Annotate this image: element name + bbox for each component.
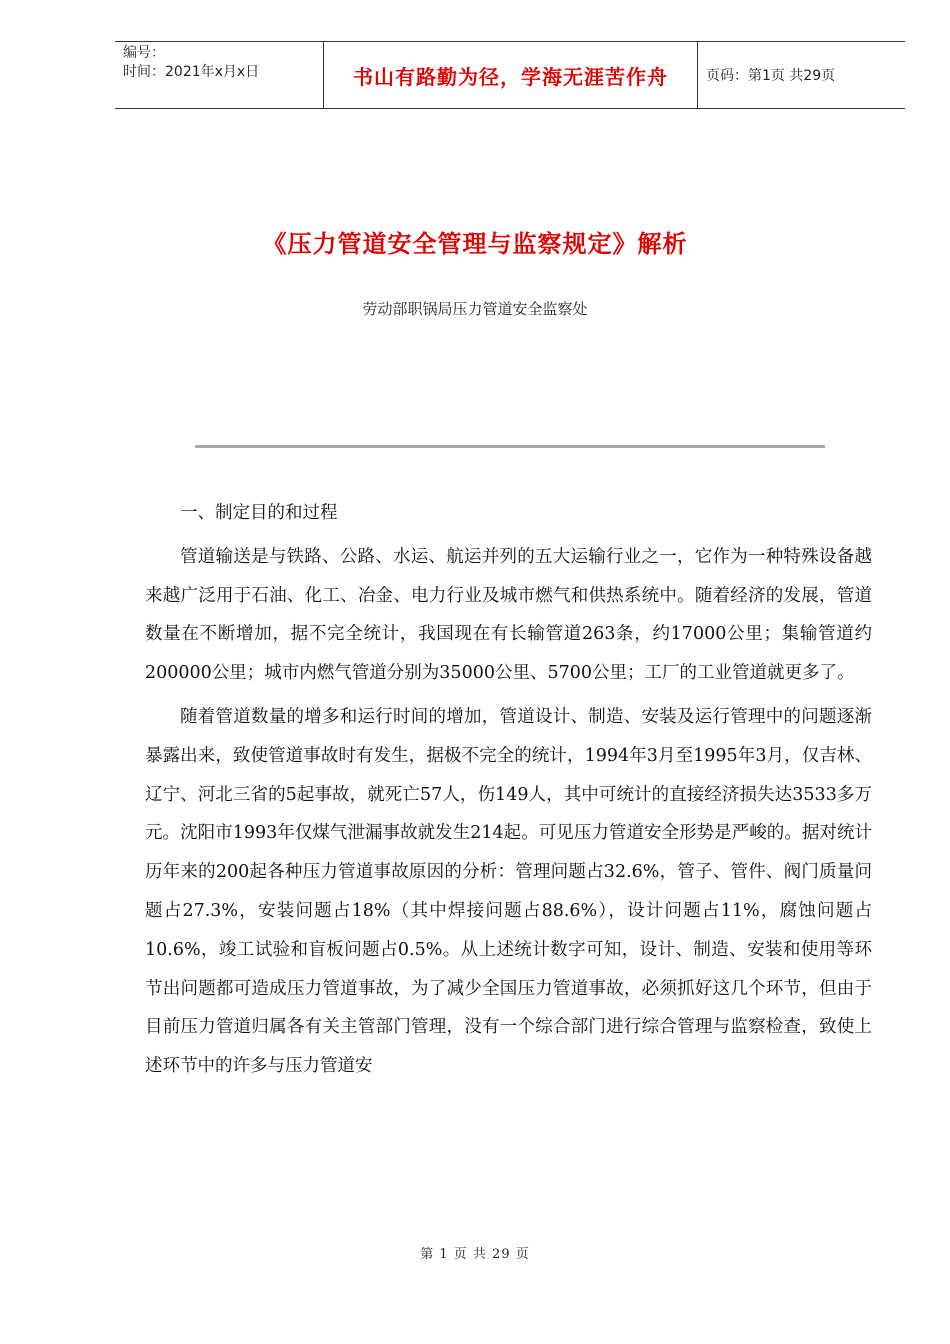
page-footer: 第 1 页 共 29 页 — [420, 1247, 530, 1262]
time-label: 时间：2021年x月x日 — [123, 64, 260, 80]
header-motto: 书山有路勤为径，学海无涯苦作舟 — [324, 42, 698, 108]
paragraph: 管道输送是与铁路、公路、水运、航运并列的五大运输行业之一，它作为一种特殊设备越来越广泛用于石油、化工、冶金、电力行业及城市燃气和供热系统中。随着经济的发展，管道数量在不断增加，据不完全统计，我国现在有长输管道263条，约17000公里；集输管道约200000公里；城市内燃气管道分别为35000公里、5700公里；工厂的工业管道就更多了。 — [145, 546, 872, 684]
section-heading: 一、制定目的和过程 — [180, 503, 338, 523]
document-body — [145, 494, 872, 1086]
header-meta — [115, 42, 324, 108]
document-title: 《压力管道安全管理与监察规定》解析 — [262, 229, 688, 258]
page-header — [115, 41, 905, 109]
header-page-info: 页码：第1页 共29页 — [706, 68, 836, 84]
document-subtitle: 劳动部职锅局压力管道安全监察处 — [362, 300, 588, 318]
paragraph: 随着管道数量的增多和运行时间的增加，管道设计、制造、安装及运行管理中的问题逐渐暴露出来，致使管道事故时有发生，据极不完全的统计，1994年3月至1995年3月，仅吉林、辽宁、河北三省的5起事故，就死亡57人，伤149人，其中可统计的直接经济损失达3533多万元。沈阳市1993年仅煤气泄漏事故就发生214起。可见压力管道安全形势是严峻的。据对统计历年来的200起各种压力管道事故原因的分析：管理问题占32.6%，管子、管件、阀门质量问题占27.3%，安装问题占18%（其中焊接问题占88.6%），设计问题占11%，腐蚀问题占10.6%，竣工试验和盲板问题占0.5%。从上述统计数字可知，设计、制造、安装和使用等环节出问题都可造成压力管道事故，为了减少全国压力管道事故，必须抓好这几个环节，但由于目前压力管道归属各有关主管部门管理，没有一个综合部门进行综合管理与监察检查，致使上述环节中的许多与压力管道安 — [145, 706, 872, 1077]
divider — [195, 445, 825, 448]
number-label: 编号： — [123, 45, 165, 61]
